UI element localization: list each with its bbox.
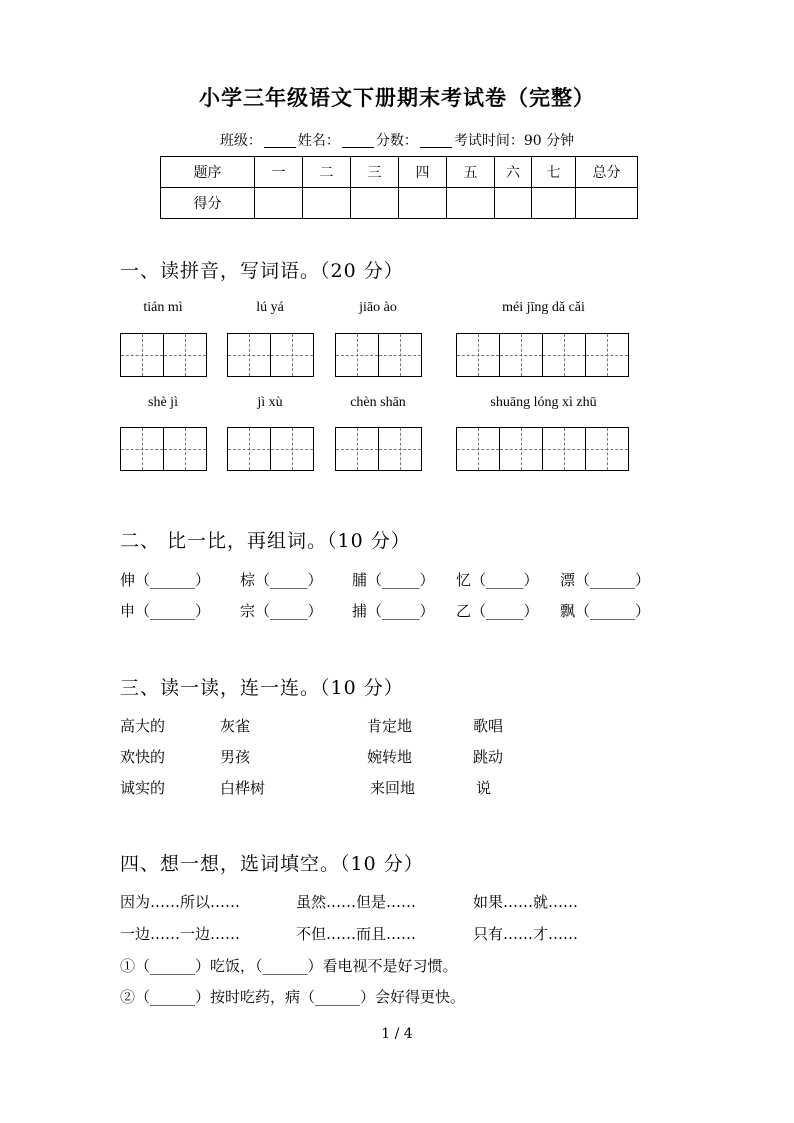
writing-grid-2char[interactable] [335, 333, 422, 377]
score-input-cell[interactable] [495, 188, 532, 219]
compare-item[interactable]: 捕（_____） [352, 602, 435, 620]
score-header-cell: 三 [351, 157, 399, 188]
time-label: 考试时间：90 分钟 [453, 133, 575, 149]
page-title: 小学三年级语文下册期末考试卷（完整） [199, 85, 595, 110]
word-option: 因为……所以…… [120, 893, 241, 911]
score-input-cell[interactable] [351, 188, 399, 219]
score-input-cell[interactable] [447, 188, 495, 219]
match-word[interactable]: 诚实的 [120, 779, 166, 797]
score-table-header-row [161, 157, 638, 188]
score-header-cell: 七 [532, 157, 576, 188]
score-header-cell: 二 [303, 157, 351, 188]
match-word[interactable]: 说 [476, 779, 492, 797]
score-header-cell: 五 [447, 157, 495, 188]
score-row-label: 得分 [161, 188, 255, 219]
section3-title: 三、读一读，连一连。（10 分） [120, 677, 404, 699]
section1-grid-row-1 [0, 333, 794, 377]
writing-grid-2char[interactable] [120, 333, 207, 377]
pinyin-label: méi jīng dǎ cǎi [502, 300, 585, 315]
pinyin-label: jì xù [257, 395, 283, 410]
score-table-score-row [161, 188, 638, 219]
section1-grid-row-2 [0, 427, 794, 471]
name-label: 姓名： [297, 133, 340, 149]
score-input-cell[interactable] [399, 188, 447, 219]
match-word[interactable]: 白桦树 [220, 779, 266, 797]
word-option: 如果……就…… [473, 893, 579, 911]
match-word[interactable]: 男孩 [220, 748, 251, 766]
section2-title: 二、 比一比，再组词。（10 分） [120, 530, 411, 552]
score-header-cell: 四 [399, 157, 447, 188]
match-word[interactable]: 肯定地 [367, 717, 413, 735]
pinyin-label: chèn shān [350, 395, 406, 410]
score-input-cell[interactable] [303, 188, 351, 219]
score-label: 分数： [375, 133, 418, 149]
writing-grid-4char[interactable] [456, 333, 629, 377]
compare-item[interactable]: 伸（______） [120, 571, 211, 589]
class-label: 班级： [219, 133, 262, 149]
fill-question-2[interactable]: ②（______）按时吃药，病（______）会好得更快。 [120, 988, 466, 1006]
score-header-cell: 六 [495, 157, 532, 188]
score-input-cell[interactable] [532, 188, 576, 219]
word-option: 一边……一边…… [120, 925, 241, 943]
score-blank[interactable] [420, 133, 452, 148]
match-word[interactable]: 跳动 [473, 748, 504, 766]
score-input-cell[interactable] [576, 188, 638, 219]
pinyin-label: jiāo ào [359, 300, 397, 315]
score-header-cell: 题序 [161, 157, 255, 188]
fill-question-1[interactable]: ①（______）吃饭，（______）看电视不是好习惯。 [120, 957, 458, 975]
match-word[interactable]: 灰雀 [220, 717, 251, 735]
section1-title: 一、读拼音，写词语。（20 分） [120, 260, 404, 282]
compare-item[interactable]: 宗（_____） [240, 602, 323, 620]
compare-item[interactable]: 脯（_____） [352, 571, 435, 589]
pinyin-label: shè jì [148, 395, 178, 410]
pinyin-label: shuāng lóng xì zhū [490, 395, 597, 410]
score-header-cell: 总分 [576, 157, 638, 188]
compare-item[interactable]: 漂（______） [560, 571, 651, 589]
class-blank[interactable] [264, 133, 296, 148]
compare-item[interactable]: 忆（_____） [456, 571, 539, 589]
word-option: 只有……才…… [473, 925, 579, 943]
name-blank[interactable] [342, 133, 374, 148]
writing-grid-2char[interactable] [120, 427, 207, 471]
writing-grid-2char[interactable] [227, 427, 314, 471]
match-word[interactable]: 婉转地 [367, 748, 413, 766]
word-option: 不但……而且…… [296, 925, 417, 943]
score-input-cell[interactable] [255, 188, 303, 219]
student-info-line [0, 130, 794, 150]
compare-item[interactable]: 飘（______） [560, 602, 651, 620]
match-word[interactable]: 高大的 [120, 717, 166, 735]
compare-item[interactable]: 申（______） [120, 602, 211, 620]
pinyin-label: lú yá [256, 300, 284, 315]
pinyin-label: tián mì [143, 300, 183, 315]
match-word[interactable]: 欢快的 [120, 748, 166, 766]
writing-grid-4char[interactable] [456, 427, 629, 471]
writing-grid-2char[interactable] [227, 333, 314, 377]
match-word[interactable]: 歌唱 [473, 717, 504, 735]
section4-title: 四、想一想，选词填空。（10 分） [120, 853, 424, 875]
score-header-cell: 一 [255, 157, 303, 188]
writing-grid-2char[interactable] [335, 427, 422, 471]
score-table [160, 156, 638, 219]
word-option: 虽然……但是…… [296, 893, 417, 911]
page-number: 1 / 4 [381, 1026, 413, 1042]
compare-item[interactable]: 乙（_____） [456, 602, 539, 620]
compare-item[interactable]: 棕（_____） [240, 571, 323, 589]
match-word[interactable]: 来回地 [370, 779, 416, 797]
